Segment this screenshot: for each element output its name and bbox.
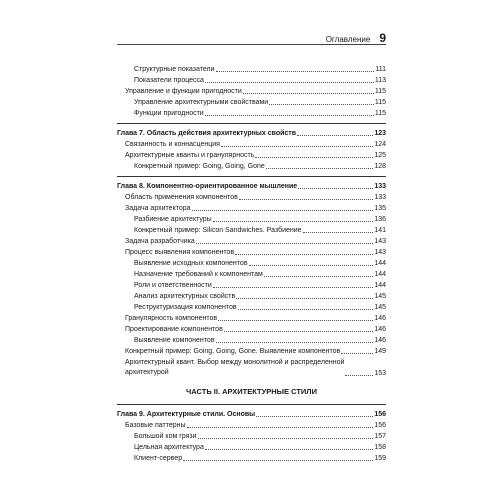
toc-entry-page: 144 — [374, 282, 386, 289]
toc-entry-title: Назначение требований к компонентам — [134, 271, 263, 278]
dot-leader — [256, 416, 373, 417]
toc-entry-page: 157 — [374, 433, 386, 440]
dot-leader — [298, 188, 373, 189]
toc-entry-page: 144 — [374, 260, 386, 267]
toc-entry-title: Архитектурные кванты и гранулярность — [125, 152, 255, 159]
toc-entry[interactable] — [117, 63, 386, 74]
toc-entry-title: Глава 9. Архитектурные стили. Основы — [117, 411, 256, 418]
toc-entry-title: Разбиение архитектуры — [134, 216, 212, 223]
toc-entry-title-continued: архитектурой — [125, 369, 169, 376]
toc-entry-page: 156 — [374, 422, 386, 429]
toc-entry-page: 136 — [374, 216, 386, 223]
chapter-separator — [117, 404, 386, 405]
toc-chapter-entry[interactable] — [117, 408, 386, 419]
toc-entry-page: 145 — [374, 293, 386, 300]
toc-entry[interactable] — [117, 149, 386, 160]
toc-entry-title: Реструктуризация компонентов — [134, 304, 237, 311]
toc-entry-title: Функции пригодности — [134, 110, 204, 117]
dot-leader — [341, 353, 373, 354]
toc-entry-page: 156 — [374, 411, 386, 418]
dot-leader — [239, 199, 373, 200]
toc-entry-title: Конкретный пример: Going, Going, Gone. Выявление компонентов — [125, 348, 341, 355]
toc-entry[interactable] — [117, 138, 386, 149]
toc-chapter-entry[interactable] — [117, 127, 386, 138]
toc-entry-title: Выявление исходных компонентов — [134, 260, 248, 267]
toc-entry[interactable] — [117, 74, 386, 85]
toc-entry-title: Задача разработчика — [125, 238, 195, 245]
dot-leader — [192, 210, 374, 211]
toc-entry-page: 143 — [374, 249, 386, 256]
toc-entry-page: 146 — [374, 326, 386, 333]
toc-entry-title: Архитектурный квант. Выбор между монолитной и распределенной — [125, 359, 345, 366]
dot-leader — [216, 342, 374, 343]
dot-leader — [218, 320, 373, 321]
chapter-separator — [117, 123, 386, 124]
toc-entry[interactable] — [117, 191, 386, 202]
toc-entry-page: 115 — [374, 110, 386, 117]
dot-leader — [213, 287, 374, 288]
toc-entry-page: 143 — [374, 238, 386, 245]
header-rule — [117, 44, 386, 45]
toc-entry-page: 144 — [374, 271, 386, 278]
dot-leader — [243, 93, 374, 94]
dot-leader — [303, 232, 374, 233]
toc-entry[interactable] — [117, 268, 386, 279]
dot-leader — [205, 449, 373, 450]
toc-entry[interactable] — [117, 345, 386, 356]
dot-leader — [224, 331, 374, 332]
dot-leader — [183, 460, 373, 461]
dot-leader — [269, 104, 374, 105]
chapter-separator — [117, 176, 386, 177]
toc-entry-page: 124 — [374, 141, 386, 148]
running-header-title: Оглавление — [325, 35, 371, 44]
toc-entry[interactable] — [117, 452, 386, 463]
toc-entry[interactable] — [117, 334, 386, 345]
toc-entry-title: Клиент-сервер — [134, 455, 183, 462]
dot-leader — [187, 427, 374, 428]
toc-entry[interactable] — [117, 430, 386, 441]
toc-entry-title: Глава 8. Компонентно-ориентированное мышление — [117, 183, 298, 190]
dot-leader — [345, 375, 373, 376]
toc-entry-page: 153 — [374, 370, 386, 377]
toc-entry[interactable] — [117, 213, 386, 224]
toc-entry-title: Управление и функции пригодности — [125, 88, 242, 95]
toc-entry[interactable] — [117, 224, 386, 235]
dot-leader — [235, 254, 373, 255]
toc-entry-page: 146 — [374, 315, 386, 322]
dot-leader — [266, 168, 374, 169]
toc-entry[interactable] — [117, 290, 386, 301]
page-number: 9 — [379, 31, 386, 45]
toc-entry-title: Гранулярность компонентов — [125, 315, 218, 322]
dot-leader — [249, 265, 374, 266]
dot-leader — [216, 71, 375, 72]
toc-entry[interactable] — [117, 235, 386, 246]
toc-entry-page: 133 — [374, 194, 386, 201]
dot-leader — [205, 115, 374, 116]
toc-entry-page: 159 — [374, 455, 386, 462]
toc-entry-title: Связанность и коннасценция — [125, 141, 220, 148]
toc-entry-title: Показатели процесса — [134, 77, 204, 84]
toc-entry-page: 135 — [374, 205, 386, 212]
toc-entry-title: Структурные показатели — [134, 66, 215, 73]
toc-entry-title: Глава 7. Область действия архитектурных свойств — [117, 130, 297, 137]
toc-entry-page: 115 — [374, 99, 386, 106]
toc-entry-title: Базовые паттерны — [125, 422, 186, 429]
toc-entry-title: Конкретный пример: Silicon Sandwiches. Разбиение — [134, 227, 302, 234]
toc-entry[interactable] — [117, 246, 386, 257]
toc-entry-title: Выявление компонентов — [134, 337, 215, 344]
toc-entry-page: 123 — [374, 130, 386, 137]
toc-entry[interactable] — [117, 96, 386, 107]
toc-entry[interactable] — [117, 85, 386, 96]
toc-entry-page: 145 — [374, 304, 386, 311]
toc-entry[interactable] — [117, 419, 386, 430]
dot-leader — [236, 298, 373, 299]
toc-entry[interactable] — [117, 441, 386, 452]
toc-entry-page: 125 — [374, 152, 386, 159]
toc-entry-page: 141 — [374, 227, 386, 234]
toc-entry[interactable] — [117, 279, 386, 290]
dot-leader — [198, 438, 374, 439]
toc-entry-page: 128 — [374, 163, 386, 170]
dot-leader — [238, 309, 374, 310]
dot-leader — [264, 276, 373, 277]
toc-entry[interactable] — [117, 356, 386, 378]
toc-entry-title: Большой ком грязи — [134, 433, 197, 440]
toc-entry[interactable] — [117, 312, 386, 323]
toc-entry-title: Проектирование компонентов — [125, 326, 223, 333]
toc-entry-title: Конкретный пример: Going, Going, Gone — [134, 163, 265, 170]
toc-entry-page: 158 — [374, 444, 386, 451]
toc-entry-page: 146 — [374, 337, 386, 344]
toc-entry-title: Управление архитектурными свойствами — [134, 99, 269, 106]
toc-entry-page: 133 — [374, 183, 386, 190]
toc-entry-page: 111 — [375, 66, 386, 73]
part-title: ЧАСТЬ II. АРХИТЕКТУРНЫЕ СТИЛИ — [186, 387, 317, 396]
dot-leader — [213, 221, 374, 222]
toc-entry[interactable] — [117, 107, 386, 118]
toc-entry[interactable] — [117, 160, 386, 171]
toc-entry-title: Цельная архитектура — [134, 444, 204, 451]
toc-entry-page: 149 — [374, 348, 386, 355]
toc-entry-title: Роли и ответственности — [134, 282, 212, 289]
dot-leader — [297, 135, 373, 136]
toc-entry-title: Процесс выявления компонентов — [125, 249, 235, 256]
dot-leader — [205, 82, 374, 83]
toc-entry[interactable] — [117, 323, 386, 334]
toc-entry-page: 113 — [374, 77, 386, 84]
dot-leader — [255, 157, 373, 158]
toc-entry[interactable] — [117, 257, 386, 268]
toc-entry[interactable] — [117, 301, 386, 312]
toc-entry-page: 115 — [374, 88, 386, 95]
toc-entry-title: Задача архитектора — [125, 205, 191, 212]
toc-entry[interactable] — [117, 202, 386, 213]
page-header — [117, 31, 386, 45]
dot-leader — [196, 243, 374, 244]
table-of-contents — [117, 63, 386, 463]
dot-leader — [221, 146, 373, 147]
toc-entry-title: Анализ архитектурных свойств — [134, 293, 236, 300]
toc-chapter-entry[interactable] — [117, 180, 386, 191]
toc-entry-title: Область применения компонентов — [125, 194, 238, 201]
